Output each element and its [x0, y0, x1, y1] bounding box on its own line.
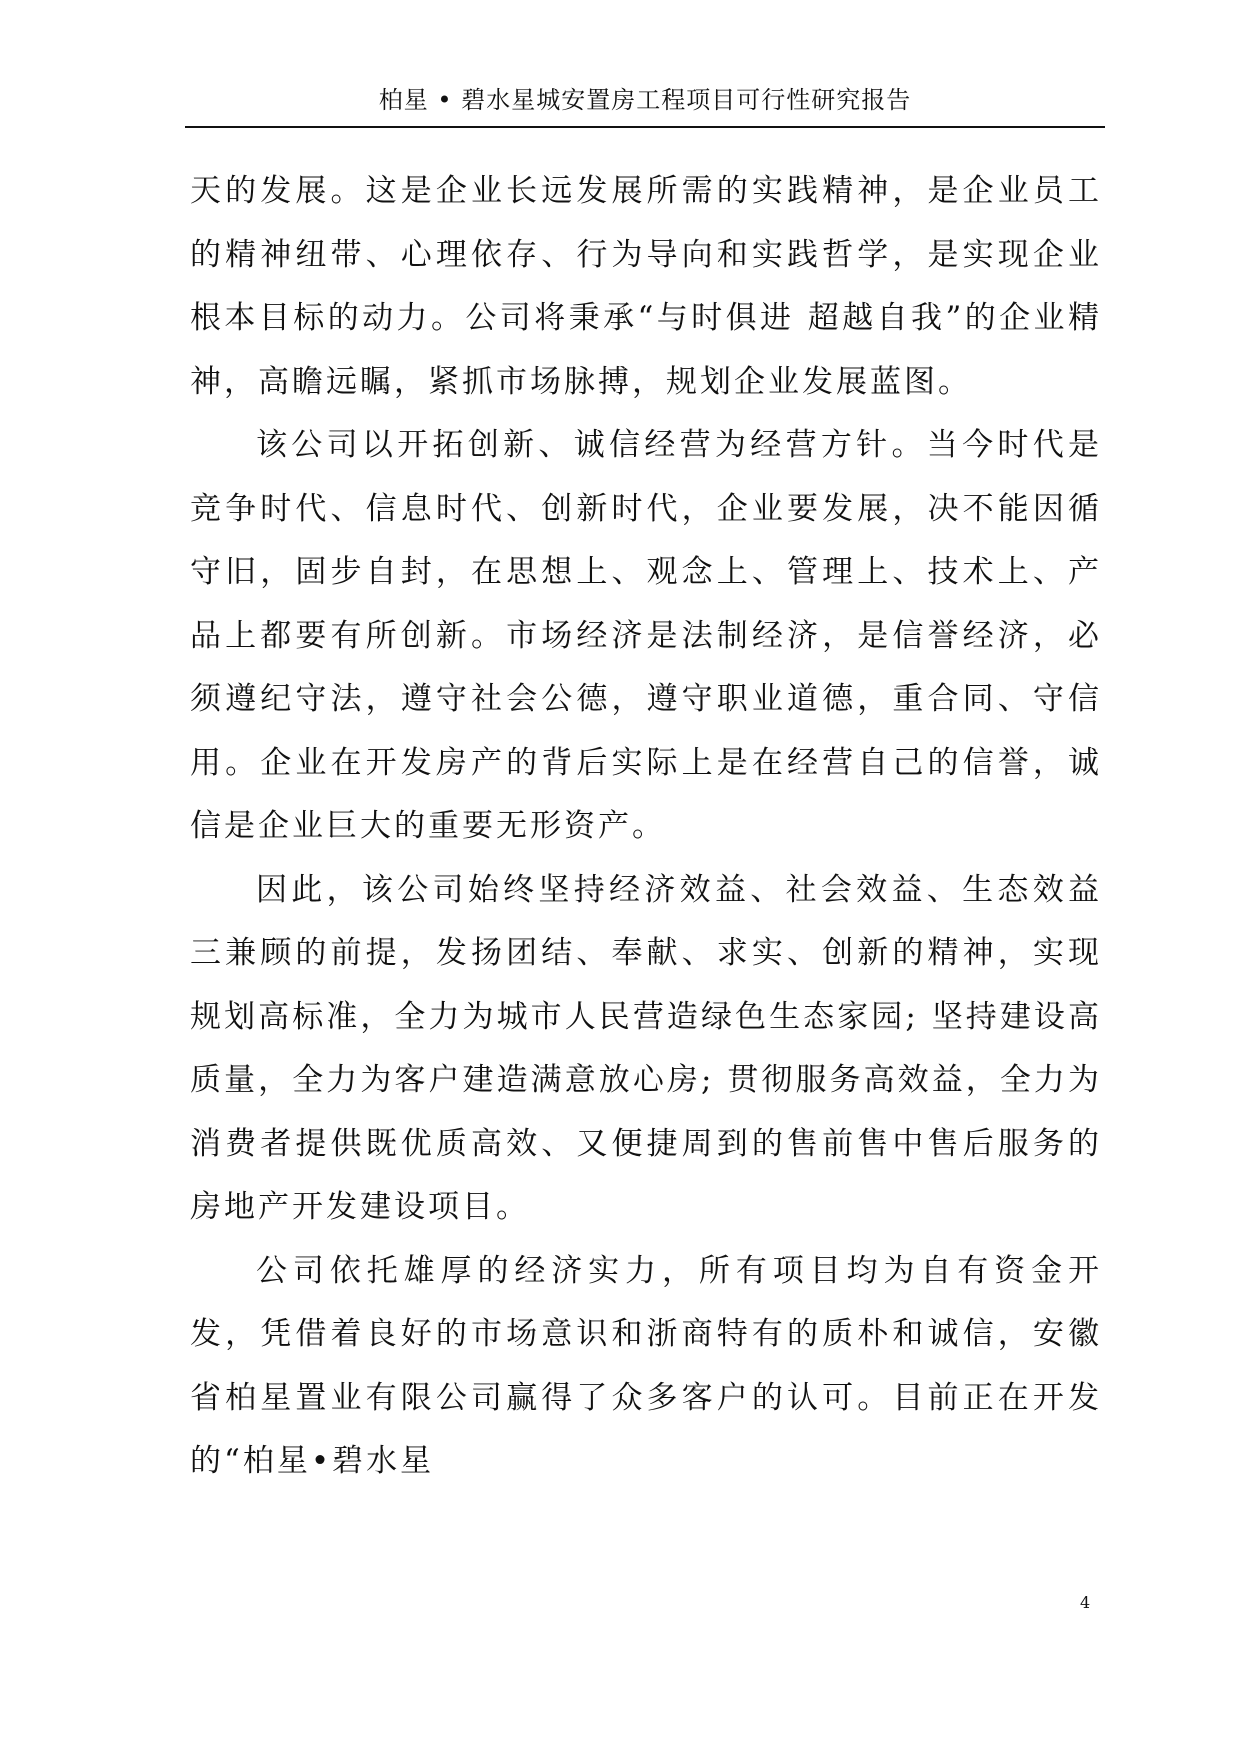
- page-number: 4: [1080, 1593, 1091, 1612]
- paragraph-3: 因此，该公司始终坚持经济效益、社会效益、生态效益三兼顾的前提，发扬团结、奉献、求实、创新的精神，实现规划高标准，全力为城市人民营造绿色生态家园; 坚持建设高质量，全力为客户建造满意放心房; 贯彻服务高效益，全力为消费者提供既优质高效、又便捷周到的售前售中售后服务的房地产开发建设项目。: [190, 871, 1102, 1225]
- paragraph-4: 公司依托雄厚的经济实力，所有项目均为自有资金开发，凭借着良好的市场意识和浙商特有的质朴和诚信，安徽省柏星置业有限公司赢得了众多客户的认可。目前正在开发的“柏星•碧水星: [190, 1252, 1102, 1479]
- paragraph-2: 该公司以开拓创新、诚信经营为经营方针。当今时代是竞争时代、信息时代、创新时代，企业要发展，决不能因循守旧，固步自封，在思想上、观念上、管理上、技术上、产品上都要有所创新。市场经济是法制经济，是信誉经济，必须遵纪守法，遵守社会公德，遵守职业道德，重合同、守信用。企业在开发房产的背后实际上是在经营自己的信誉，诚信是企业巨大的重要无形资产。: [190, 427, 1102, 844]
- paragraph-1: 天的发展。这是企业长远发展所需的实践精神，是企业员工的精神纽带、心理依存、行为导向和实践哲学，是实现企业根本目标的动力。公司将秉承“与时俱进 超越自我”的企业精神，高瞻远瞩，紧抓市场脉搏，规划企业发展蓝图。: [190, 173, 1102, 400]
- report-title: 柏星 • 碧水星城安置房工程项目可行性研究报告: [378, 86, 912, 114]
- body-text: [190, 160, 1102, 1494]
- page-header: [185, 84, 1105, 128]
